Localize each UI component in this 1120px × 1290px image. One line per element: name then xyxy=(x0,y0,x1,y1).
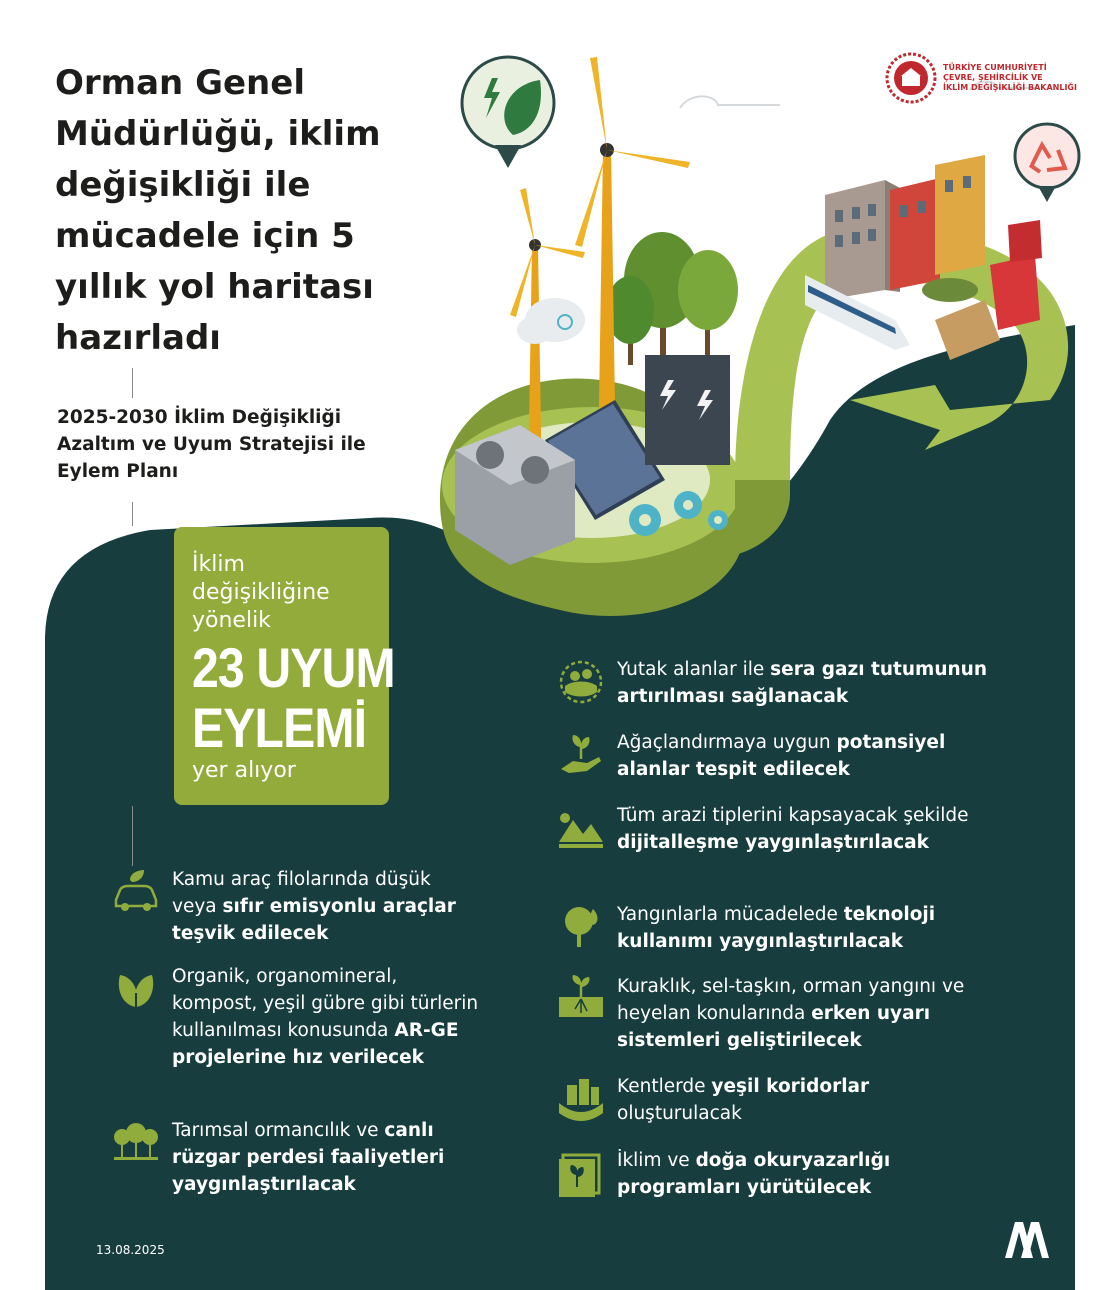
highlight-tail: yer alıyor xyxy=(192,758,296,783)
right-action-6 xyxy=(555,1073,1005,1127)
tree-row-icon xyxy=(110,1117,162,1169)
highlight-big-2: EYLEMİ xyxy=(192,696,367,759)
ministry-logo xyxy=(885,52,1077,104)
right-action-7-bold: doğa okuryazarlığı programları yürütülecek xyxy=(617,1150,891,1198)
electric-car-icon xyxy=(110,866,162,918)
right-action-4 xyxy=(555,901,1005,955)
right-action-2 xyxy=(555,729,1005,783)
landscape-icon xyxy=(555,802,607,854)
divider-line-2 xyxy=(132,502,133,526)
highlight-line-1: İklim xyxy=(192,552,245,577)
right-action-1 xyxy=(555,656,1005,710)
highlight-line-3: yönelik xyxy=(192,608,271,633)
right-action-7-text: İklim ve xyxy=(617,1150,696,1171)
right-action-3-bold: dijitalleşme yaygınlaştırılacak xyxy=(617,832,929,853)
right-action-1-text: Yutak alanlar ile xyxy=(617,659,771,680)
recycle-pin-marker xyxy=(1015,124,1079,202)
nature-book-icon xyxy=(555,1147,607,1199)
right-action-7 xyxy=(555,1147,1005,1201)
right-action-3-text: Tüm arazi tiplerini kapsayacak şekilde xyxy=(617,805,969,826)
leaves-icon xyxy=(110,963,162,1015)
left-action-1-bold: sıfır emisyonlu araçlar teşvik edilecek xyxy=(172,896,456,944)
agency-logo xyxy=(1003,1218,1051,1262)
carbon-sink-globe-icon xyxy=(555,656,607,708)
right-action-4-bold: teknoloji kullanımı yaygınlaştırılacak xyxy=(617,904,936,952)
right-action-5 xyxy=(555,973,1005,1054)
ministry-emblem-icon xyxy=(885,52,937,104)
publish-date: 13.08.2025 xyxy=(96,1243,165,1257)
page-subtitle: 2025-2030 İklim Değişikliği Azaltım ve Uyum Stratejisi ile Eylem Planı xyxy=(57,407,366,482)
logo-line-1: TÜRKİYE CUMHURİYETİ xyxy=(943,63,1047,72)
left-action-1 xyxy=(110,866,490,947)
highlight-line-2: değişikliğine xyxy=(192,580,330,605)
left-action-2-bold: AR-GE projelerine hız verilecek xyxy=(172,1020,459,1068)
left-action-3 xyxy=(110,1117,490,1198)
divider-line-1 xyxy=(132,368,133,398)
right-action-6-bold: yeşil koridorlar xyxy=(711,1076,870,1097)
right-action-4-text: Yangınlarla mücadelede xyxy=(617,904,844,925)
left-action-2-text: Organik, organomineral, kompost, yeşil gübre gibi türlerin kullanılması konusunda xyxy=(172,966,479,1041)
logo-line-3: İKLİM DEĞİŞİKLİĞİ BAKANLIĞI xyxy=(943,83,1077,92)
agency-logo-text: AA xyxy=(1003,1218,1005,1219)
trees-illustration xyxy=(606,232,738,365)
tree-fire-icon xyxy=(555,901,607,953)
right-action-5-text: Kuraklık, sel-taşkın, orman yangını ve heyelan konularında xyxy=(617,976,965,1024)
right-action-2-text: Ağaçlandırmaya uygun xyxy=(617,732,837,753)
right-action-1-bold: sera gazı tutumunun artırılması sağlanacak xyxy=(617,659,988,707)
highlight-box xyxy=(174,527,395,805)
divider-line-3 xyxy=(132,806,133,866)
left-action-2 xyxy=(110,963,490,1071)
right-action-5-bold: erken uyarı sistemleri geliştirilecek xyxy=(617,1003,931,1051)
highlight-big-1: 23 UYUM xyxy=(192,636,395,699)
page-title: Orman Genel Müdürlüğü, iklim değişikliği ile mücadele için 5 yıllık yol haritası hazırladı xyxy=(55,63,381,358)
left-action-3-text: Tarımsal ormancılık ve xyxy=(172,1120,385,1141)
hand-sapling-icon xyxy=(555,729,607,781)
right-action-6-text: Kentlerde xyxy=(617,1076,712,1097)
green-city-icon xyxy=(555,1073,607,1125)
left-action-3-bold: canlı rüzgar perdesi faaliyetleri yaygınlaştırılacak xyxy=(172,1120,445,1195)
right-action-2-bold: potansiyel alanlar tespit edilecek xyxy=(617,732,946,780)
logo-line-2: ÇEVRE, ŞEHİRCİLİK VE xyxy=(943,73,1043,82)
right-action-6-post: oluşturulacak xyxy=(617,1103,742,1124)
left-action-1-text: Kamu araç filolarında düşük veya xyxy=(172,869,431,917)
leaf-pin-marker xyxy=(462,57,554,168)
right-action-3 xyxy=(555,802,1005,856)
sprout-roots-icon xyxy=(555,973,607,1025)
cloud-illustration xyxy=(517,298,585,344)
